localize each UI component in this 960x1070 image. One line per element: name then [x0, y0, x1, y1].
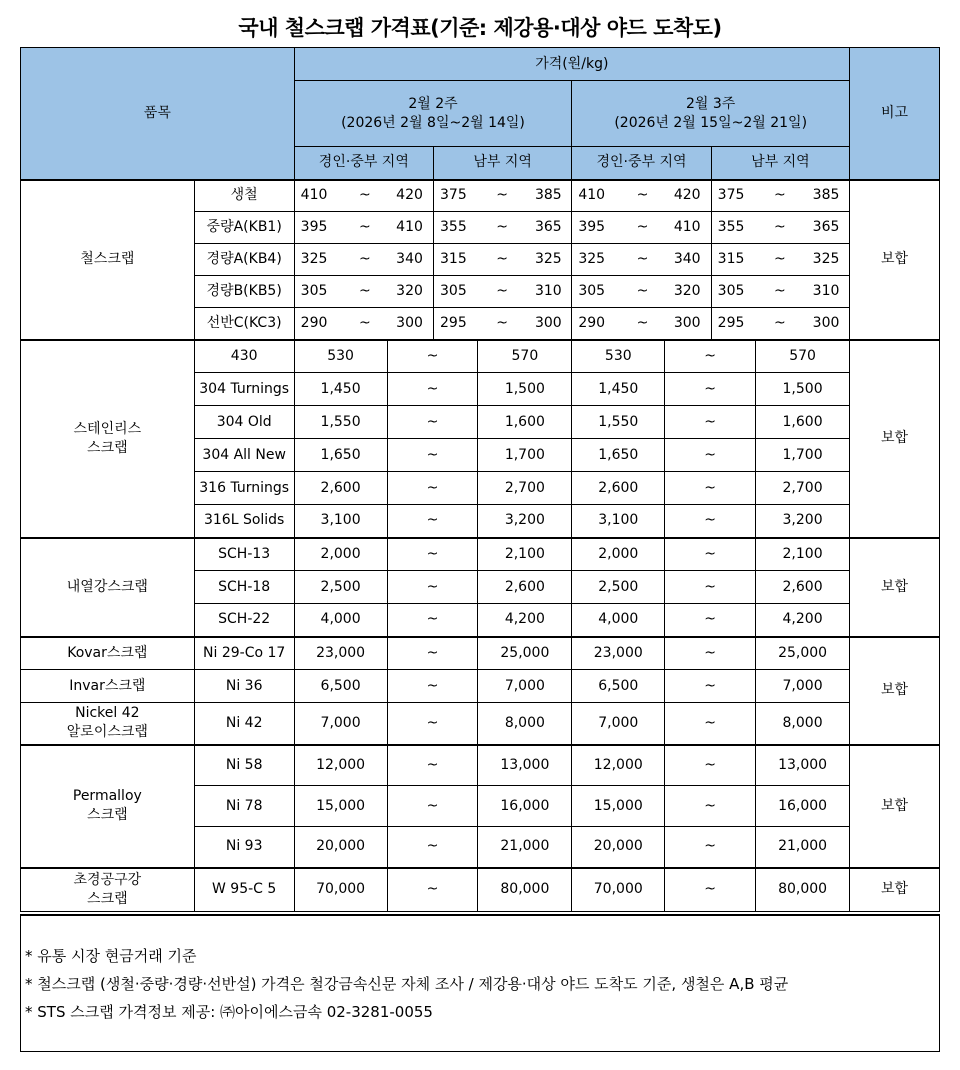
price-high: 365: [526, 212, 571, 244]
price-tilde: ~: [387, 472, 478, 505]
price-high: 2,700: [478, 472, 572, 505]
week-header: [572, 81, 850, 147]
price-high: 8,000: [478, 703, 572, 745]
price-tilde: ~: [387, 340, 478, 373]
price-unit-header: 가격(원/kg): [294, 48, 849, 81]
price-tilde: ~: [665, 538, 756, 571]
grade-cell: 생철: [194, 180, 294, 212]
price-low: 6,500: [572, 670, 665, 703]
grade-cell: SCH-13: [194, 538, 294, 571]
price-high: 80,000: [478, 868, 572, 912]
price-low: 375: [434, 180, 478, 212]
price-high: 410: [665, 212, 711, 244]
price-low: 1,450: [572, 373, 665, 406]
price-high: 320: [387, 276, 433, 308]
price-low: 4,000: [294, 604, 387, 637]
grade-cell: Ni 42: [194, 703, 294, 745]
price-high: 8,000: [756, 703, 850, 745]
price-low: 305: [294, 276, 342, 308]
price-tilde: ~: [665, 670, 756, 703]
price-tilde: ~: [665, 472, 756, 505]
price-low: 70,000: [572, 868, 665, 912]
price-high: 80,000: [756, 868, 850, 912]
price-high: 4,200: [756, 604, 850, 637]
price-tilde: ~: [387, 670, 478, 703]
grade-cell: Ni 58: [194, 745, 294, 786]
price-low: 395: [572, 212, 620, 244]
notes-box: [20, 914, 940, 1052]
price-high: 7,000: [756, 670, 850, 703]
price-low: 6,500: [294, 670, 387, 703]
price-high: 340: [387, 244, 433, 276]
table-row: [21, 745, 940, 786]
note-line: * 철스크랩 (생철·중량·경량·선반설) 가격은 철강금속신문 자체 조사 / 제강용·대상 야드 도착도 기준, 생철은 A,B 평균: [25, 975, 789, 993]
price-high: 1,600: [478, 406, 572, 439]
price-low: 12,000: [572, 745, 665, 786]
price-high: 3,200: [478, 505, 572, 538]
grade-cell: 304 Old: [194, 406, 294, 439]
price-high: 1,700: [478, 439, 572, 472]
price-high: 2,100: [756, 538, 850, 571]
price-high: 13,000: [478, 745, 572, 786]
price-tilde: ~: [478, 180, 526, 212]
price-high: 365: [804, 212, 849, 244]
price-low: 410: [294, 180, 342, 212]
price-high: 300: [665, 308, 711, 340]
table-row: [21, 670, 940, 703]
price-high: 21,000: [756, 827, 850, 868]
remark-cell: 보합: [850, 745, 940, 868]
price-high: 16,000: [756, 786, 850, 827]
region-header: 경인·중부 지역: [572, 147, 711, 180]
price-low: 375: [711, 180, 755, 212]
price-low: 315: [711, 244, 755, 276]
price-high: 1,600: [756, 406, 850, 439]
price-tilde: ~: [387, 604, 478, 637]
price-low: 2,600: [572, 472, 665, 505]
remark-header: 비고: [850, 48, 940, 180]
price-low: 1,550: [294, 406, 387, 439]
price-low: 325: [294, 244, 342, 276]
category-line: Kovar스크랩: [67, 644, 148, 661]
price-high: 310: [804, 276, 849, 308]
price-high: 570: [756, 340, 850, 373]
price-high: 2,600: [756, 571, 850, 604]
page-title: 국내 철스크랩 가격표(기준: 제강용·대상 야드 도착도): [238, 16, 722, 40]
price-tilde: ~: [665, 340, 756, 373]
price-low: 20,000: [294, 827, 387, 868]
price-tilde: ~: [665, 373, 756, 406]
price-tilde: ~: [478, 276, 526, 308]
price-low: 315: [434, 244, 478, 276]
price-low: 2,500: [572, 571, 665, 604]
price-tilde: ~: [620, 180, 664, 212]
item-header: 품목: [21, 48, 295, 180]
price-tilde: ~: [756, 244, 804, 276]
remark-cell: 보합: [850, 538, 940, 637]
price-tilde: ~: [620, 244, 664, 276]
category-cell: [21, 637, 195, 670]
price-high: 2,100: [478, 538, 572, 571]
price-high: 1,500: [756, 373, 850, 406]
price-tilde: ~: [665, 604, 756, 637]
price-high: 25,000: [756, 637, 850, 670]
price-tilde: ~: [756, 212, 804, 244]
category-line: 초경공구강: [73, 871, 142, 888]
remark-cell: 보합: [850, 868, 940, 912]
table-row: [21, 180, 940, 212]
table-row: [21, 703, 940, 745]
price-tilde: ~: [478, 308, 526, 340]
table-row: [21, 637, 940, 670]
price-tilde: ~: [387, 406, 478, 439]
grade-cell: 316L Solids: [194, 505, 294, 538]
price-high: 4,200: [478, 604, 572, 637]
price-tilde: ~: [343, 244, 387, 276]
category-cell: [21, 745, 195, 868]
price-table: [20, 47, 940, 912]
price-low: 4,000: [572, 604, 665, 637]
price-high: 385: [804, 180, 849, 212]
price-tilde: ~: [343, 180, 387, 212]
price-high: 16,000: [478, 786, 572, 827]
price-high: 570: [478, 340, 572, 373]
price-high: 13,000: [756, 745, 850, 786]
price-low: 305: [711, 276, 755, 308]
grade-cell: 선반C(KC3): [194, 308, 294, 340]
price-low: 3,100: [572, 505, 665, 538]
category-cell: [21, 670, 195, 703]
category-cell: [21, 703, 195, 745]
price-high: 300: [804, 308, 849, 340]
grade-cell: 경량A(KB4): [194, 244, 294, 276]
price-tilde: ~: [387, 373, 478, 406]
price-high: 385: [526, 180, 571, 212]
price-high: 2,600: [478, 571, 572, 604]
price-tilde: ~: [665, 439, 756, 472]
price-high: 2,700: [756, 472, 850, 505]
price-tilde: ~: [665, 786, 756, 827]
table-row: [21, 868, 940, 912]
price-low: 530: [294, 340, 387, 373]
price-low: 290: [572, 308, 620, 340]
grade-cell: 중량A(KB1): [194, 212, 294, 244]
grade-cell: Ni 29-Co 17: [194, 637, 294, 670]
price-tilde: ~: [756, 180, 804, 212]
price-low: 23,000: [572, 637, 665, 670]
price-tilde: ~: [387, 868, 478, 912]
price-low: 7,000: [572, 703, 665, 745]
note-line: * 유통 시장 현금거래 기준: [25, 947, 197, 965]
price-high: 3,200: [756, 505, 850, 538]
remark-cell: 보합: [850, 637, 940, 745]
price-tilde: ~: [343, 276, 387, 308]
price-tilde: ~: [343, 212, 387, 244]
price-low: 1,650: [294, 439, 387, 472]
remark-cell: 보합: [850, 340, 940, 538]
price-high: 300: [387, 308, 433, 340]
category-line: Invar스크랩: [69, 677, 146, 694]
price-tilde: ~: [387, 827, 478, 868]
region-header: 남부 지역: [434, 147, 572, 180]
price-low: 295: [434, 308, 478, 340]
price-low: 15,000: [572, 786, 665, 827]
grade-cell: Ni 78: [194, 786, 294, 827]
price-tilde: ~: [478, 212, 526, 244]
price-low: 395: [294, 212, 342, 244]
price-high: 310: [526, 276, 571, 308]
price-low: 355: [711, 212, 755, 244]
price-high: 340: [665, 244, 711, 276]
price-tilde: ~: [620, 308, 664, 340]
price-low: 1,650: [572, 439, 665, 472]
note-line: * STS 스크랩 가격정보 제공: ㈜아이에스금속 02-3281-0055: [25, 1003, 433, 1021]
price-low: 2,000: [294, 538, 387, 571]
category-cell: [21, 340, 195, 538]
week-title: 2월 2주: [408, 95, 458, 112]
price-tilde: ~: [387, 703, 478, 745]
category-cell: 내열강스크랩: [21, 538, 195, 637]
price-tilde: ~: [387, 786, 478, 827]
price-low: 20,000: [572, 827, 665, 868]
category-line: 스테인리스: [73, 420, 142, 437]
price-low: 2,000: [572, 538, 665, 571]
price-low: 530: [572, 340, 665, 373]
price-low: 7,000: [294, 703, 387, 745]
price-high: 420: [387, 180, 433, 212]
price-tilde: ~: [620, 276, 664, 308]
price-tilde: ~: [387, 538, 478, 571]
price-high: 300: [526, 308, 571, 340]
grade-cell: SCH-22: [194, 604, 294, 637]
price-high: 325: [526, 244, 571, 276]
price-tilde: ~: [756, 308, 804, 340]
price-tilde: ~: [665, 827, 756, 868]
price-tilde: ~: [665, 571, 756, 604]
category-line: Nickel 42: [75, 705, 140, 722]
price-tilde: ~: [478, 244, 526, 276]
price-low: 2,500: [294, 571, 387, 604]
grade-cell: 430: [194, 340, 294, 373]
price-low: 1,450: [294, 373, 387, 406]
price-low: 325: [572, 244, 620, 276]
price-tilde: ~: [665, 703, 756, 745]
price-high: 420: [665, 180, 711, 212]
category-line: 알로이스크랩: [66, 724, 148, 741]
price-tilde: ~: [665, 745, 756, 786]
price-high: 21,000: [478, 827, 572, 868]
week-range: (2026년 2월 15일~2월 21일): [614, 114, 808, 131]
price-tilde: ~: [665, 406, 756, 439]
week-header: [294, 81, 572, 147]
price-high: 1,700: [756, 439, 850, 472]
grade-cell: SCH-18: [194, 571, 294, 604]
price-low: 295: [711, 308, 755, 340]
week-title: 2월 3주: [686, 95, 736, 112]
price-low: 15,000: [294, 786, 387, 827]
price-high: 7,000: [478, 670, 572, 703]
week-range: (2026년 2월 8일~2월 14일): [341, 114, 525, 131]
table-row: [21, 538, 940, 571]
category-line: 스크랩: [87, 890, 128, 907]
region-header: 남부 지역: [711, 147, 849, 180]
price-high: 325: [804, 244, 849, 276]
price-low: 70,000: [294, 868, 387, 912]
price-tilde: ~: [387, 505, 478, 538]
category-cell: 철스크랩: [21, 180, 195, 340]
price-low: 410: [572, 180, 620, 212]
price-tilde: ~: [665, 505, 756, 538]
price-low: 290: [294, 308, 342, 340]
price-high: 1,500: [478, 373, 572, 406]
price-tilde: ~: [620, 212, 664, 244]
price-low: 1,550: [572, 406, 665, 439]
grade-cell: 304 All New: [194, 439, 294, 472]
price-low: 305: [572, 276, 620, 308]
region-header: 경인·중부 지역: [294, 147, 433, 180]
price-tilde: ~: [387, 745, 478, 786]
price-tilde: ~: [387, 571, 478, 604]
grade-cell: Ni 93: [194, 827, 294, 868]
price-tilde: ~: [756, 276, 804, 308]
grade-cell: Ni 36: [194, 670, 294, 703]
remark-cell: 보합: [850, 180, 940, 340]
price-low: 3,100: [294, 505, 387, 538]
price-high: 320: [665, 276, 711, 308]
price-low: 23,000: [294, 637, 387, 670]
price-low: 355: [434, 212, 478, 244]
category-line: 스크랩: [87, 439, 128, 456]
price-tilde: ~: [343, 308, 387, 340]
price-low: 305: [434, 276, 478, 308]
price-high: 410: [387, 212, 433, 244]
category-cell: [21, 868, 195, 912]
grade-cell: 304 Turnings: [194, 373, 294, 406]
category-line: Permalloy: [72, 788, 142, 804]
price-tilde: ~: [665, 868, 756, 912]
price-tilde: ~: [665, 637, 756, 670]
price-low: 12,000: [294, 745, 387, 786]
table-row: [21, 340, 940, 373]
price-low: 2,600: [294, 472, 387, 505]
grade-cell: 316 Turnings: [194, 472, 294, 505]
price-high: 25,000: [478, 637, 572, 670]
header-row-1: [21, 48, 940, 81]
category-line: 스크랩: [87, 807, 128, 823]
grade-cell: 경량B(KB5): [194, 276, 294, 308]
price-tilde: ~: [387, 637, 478, 670]
grade-cell: W 95-C 5: [194, 868, 294, 912]
price-tilde: ~: [387, 439, 478, 472]
